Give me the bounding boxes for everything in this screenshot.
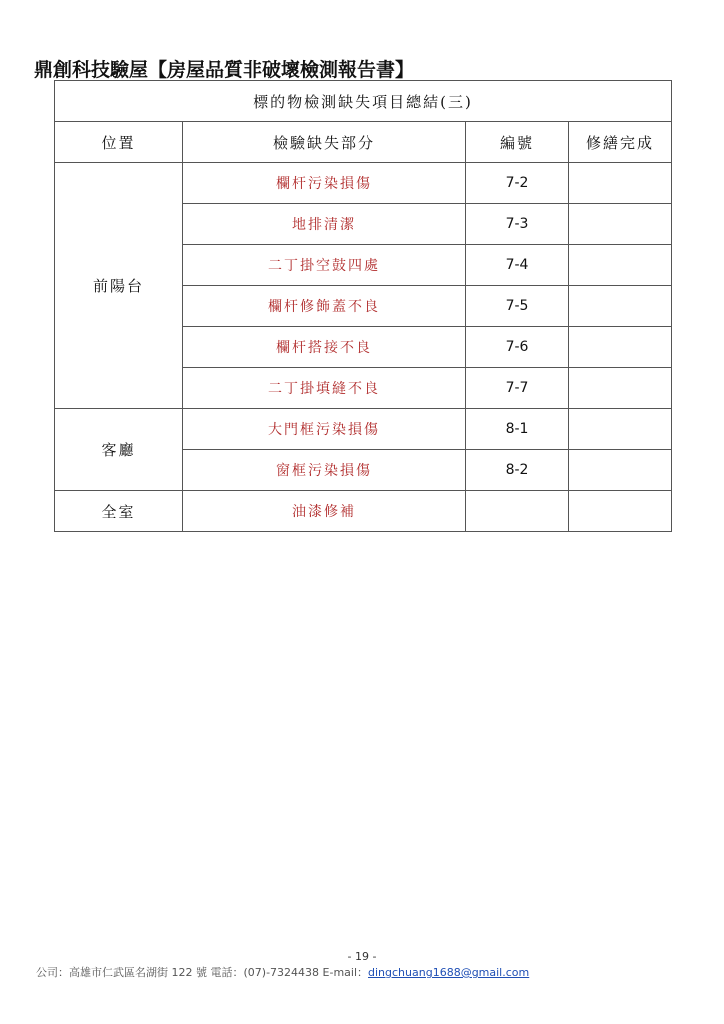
footer-email-link[interactable]: dingchuang1688@gmail.com [368,966,530,979]
table-row [55,163,672,204]
repair-done-cell [569,204,672,245]
location-cell: 全室 [55,491,183,532]
column-header-defect: 檢驗缺失部分 [183,122,466,163]
footer-contact-text: 公司：高雄市仁武區名湖街 122 號 電話：(07)-7324438 E-mail： [36,966,369,979]
defect-cell: 油漆修補 [183,491,466,532]
document-title: 鼎創科技驗屋【房屋品質非破壞檢測報告書】 [34,59,415,81]
repair-done-cell [569,450,672,491]
page-number: - 19 - [347,950,377,963]
code-cell: 7-7 [466,368,569,409]
defect-cell: 大門框污染損傷 [183,409,466,450]
code-cell: 8-1 [466,409,569,450]
code-cell: 7-6 [466,327,569,368]
defect-cell: 欄杆修飾蓋不良 [183,286,466,327]
footer-contact [36,964,529,980]
code-cell: 8-2 [466,450,569,491]
table-row [55,491,672,532]
code-cell: 7-4 [466,245,569,286]
code-cell: 7-3 [466,204,569,245]
column-header-location: 位置 [55,122,183,163]
code-cell: 7-5 [466,286,569,327]
defect-summary-table [54,80,672,532]
location-cell: 前陽台 [55,163,183,409]
table-header-row [55,122,672,163]
defect-cell: 地排清潔 [183,204,466,245]
repair-done-cell [569,286,672,327]
repair-done-cell [569,491,672,532]
repair-done-cell [569,368,672,409]
repair-done-cell [569,327,672,368]
location-cell: 客廳 [55,409,183,491]
repair-done-cell [569,409,672,450]
repair-done-cell [569,245,672,286]
code-cell: 7-2 [466,163,569,204]
table-row [55,409,672,450]
defect-cell: 欄杆搭接不良 [183,327,466,368]
column-header-repair-done: 修繕完成 [569,122,672,163]
defect-cell: 欄杆污染損傷 [183,163,466,204]
table-caption: 標的物檢測缺失項目總結(三) [55,81,672,122]
repair-done-cell [569,163,672,204]
defect-cell: 二丁掛填縫不良 [183,368,466,409]
defect-cell: 二丁掛空鼓四處 [183,245,466,286]
column-header-code: 編號 [466,122,569,163]
code-cell [466,491,569,532]
defect-cell: 窗框污染損傷 [183,450,466,491]
